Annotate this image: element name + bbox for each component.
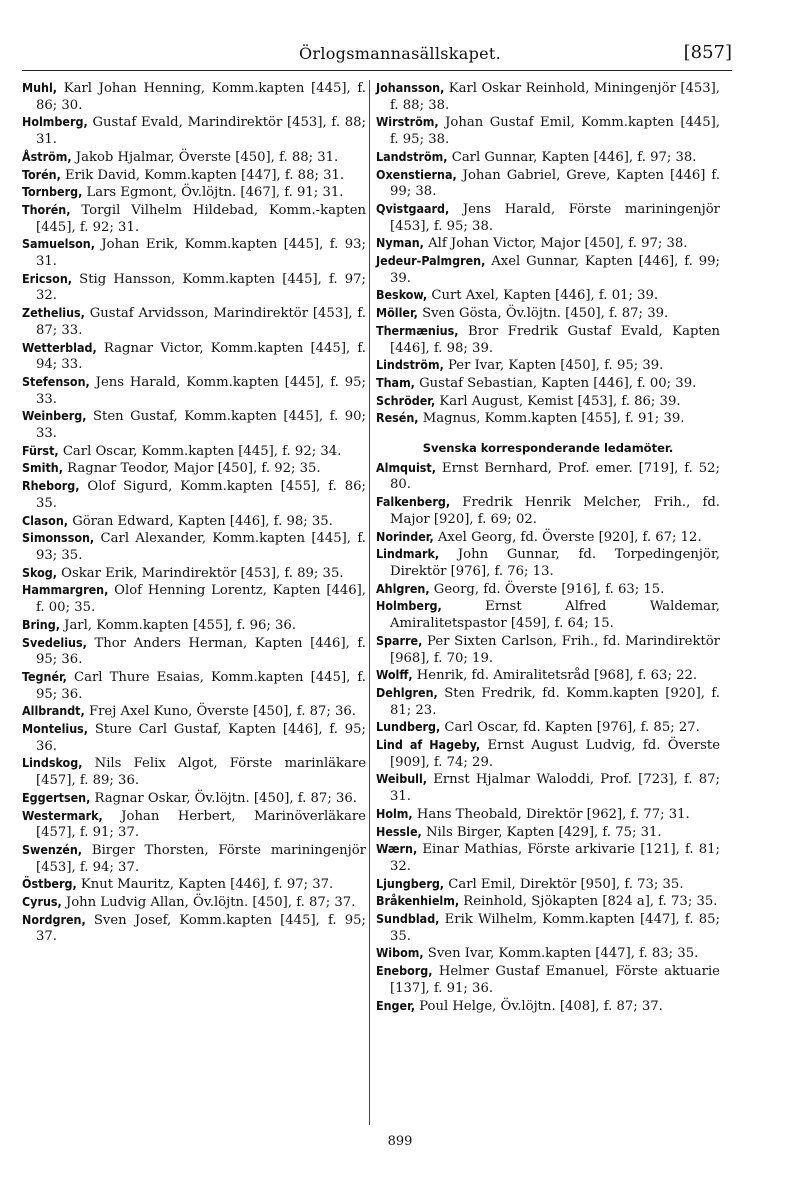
list-item xyxy=(376,998,720,1016)
entry-details: Carl Alexander, Komm.kapten [445], f. 93; 35. xyxy=(36,531,366,563)
entry-details: Hans Theobald, Direktör [962], f. 77; 31. xyxy=(412,806,690,822)
list-item xyxy=(376,149,720,167)
entry-surname: Zethelius, xyxy=(22,305,85,321)
entry-details: Nils Birger, Kapten [429], f. 75; 31. xyxy=(421,824,662,840)
list-item xyxy=(22,876,366,894)
entry-surname: Wetterblad, xyxy=(22,339,97,355)
entry-details: Torgil Vilhelm Hildebad, Komm.-kapten [445], f. 92; 31. xyxy=(36,202,366,235)
entry-surname: Lindström, xyxy=(376,357,444,373)
entry-surname: Johansson, xyxy=(376,80,445,95)
list-item xyxy=(376,876,720,894)
entry-details: Johan Gustaf Emil, Komm.kapten [445], f. 95; 38. xyxy=(390,115,720,148)
list-item xyxy=(22,184,366,202)
entry-details: Jakob Hjalmar, Överste [450], f. 88; 31. xyxy=(71,149,339,165)
list-item xyxy=(376,235,720,253)
entry-surname: Eneborg, xyxy=(376,963,433,979)
entry-surname: Thorén, xyxy=(22,201,71,217)
entry-surname: Lind af Hageby, xyxy=(376,737,481,753)
entry-details: Stig Hansson, Komm.kapten [445], f. 97; 32. xyxy=(36,271,366,304)
entry-details: Birger Thorsten, Förste mariningenjör [453], f. 94; 37. xyxy=(36,842,366,875)
list-item xyxy=(376,323,720,357)
list-item xyxy=(376,375,720,393)
list-item xyxy=(376,410,720,428)
entry-surname: Lindskog, xyxy=(22,755,83,771)
entry-details: Erik Wilhelm, Komm.kapten [447], f. 85; 35. xyxy=(390,912,720,944)
entry-details: Knut Mauritz, Kapten [446], f. 97; 37. xyxy=(76,877,334,893)
entry-details: Carl Oscar, fd. Kapten [976], f. 85; 27. xyxy=(440,720,700,736)
entry-surname: Oxenstierna, xyxy=(376,166,457,182)
list-item xyxy=(22,530,366,564)
entry-details: Curt Axel, Kapten [446], f. 01; 39. xyxy=(427,288,659,304)
list-item xyxy=(376,771,720,805)
entry-surname: Wibom, xyxy=(376,945,424,961)
entry-details: Gustaf Sebastian, Kapten [446], f. 00; 39. xyxy=(414,375,697,391)
list-item xyxy=(22,202,366,236)
entry-surname: Wirström, xyxy=(376,114,439,130)
entry-surname: Östberg, xyxy=(22,876,77,892)
entry-surname: Ljungberg, xyxy=(376,875,445,891)
entry-details: Jarl, Komm.kapten [455], f. 96; 36. xyxy=(59,617,296,633)
page-title: Örlogsmannasällskapet. xyxy=(298,44,502,63)
list-item xyxy=(376,393,720,411)
entry-details: Carl Thure Esaias, Komm.kapten [445], f. 95; 36. xyxy=(36,669,366,702)
entry-details: Olof Henning Lorentz, Kapten [446], f. 00; 35. xyxy=(36,583,366,616)
list-item xyxy=(376,357,720,375)
entry-surname: Thermænius, xyxy=(376,322,459,338)
entry-surname: Smith, xyxy=(22,460,63,476)
list-item xyxy=(376,737,720,771)
list-item xyxy=(376,667,720,685)
entry-details: Poul Helge, Öv.löjtn. [408], f. 87; 37. xyxy=(415,998,663,1014)
entry-details: Ernst Alfred Waldemar, Amiralitetspastor [459], f. 64; 15. xyxy=(390,599,720,632)
entry-details: Frej Axel Kuno, Överste [450], f. 87; 36. xyxy=(84,704,356,720)
entry-details: Sten Fredrik, fd. Komm.kapten [920], f. 81; 23. xyxy=(390,685,720,718)
entry-surname: Fürst, xyxy=(22,442,59,458)
entry-surname: Holmberg, xyxy=(376,598,442,614)
list-item xyxy=(22,80,366,114)
entry-details: Olof Sigurd, Komm.kapten [455], f. 86; 35. xyxy=(36,479,366,511)
entry-surname: Torén, xyxy=(22,166,61,182)
list-item xyxy=(22,271,366,305)
entry-surname: Sparre, xyxy=(376,632,423,648)
entry-surname: Möller, xyxy=(376,305,418,321)
entry-details: Karl Oskar Reinhold, Miningenjör [453], f. 88; 38. xyxy=(390,81,720,113)
entry-surname: Muhl, xyxy=(22,80,58,95)
page-marker: [857] xyxy=(683,42,732,63)
entry-surname: Sundblad, xyxy=(376,911,440,927)
entry-surname: Lundberg, xyxy=(376,719,441,735)
entry-surname: Resén, xyxy=(376,410,419,426)
entry-details: Johan Gabriel, Greve, Kapten [446] f. 99; 38. xyxy=(390,167,720,200)
entry-details: Jens Harald, Förste mariningenjör [453], f. 95; 38. xyxy=(390,201,720,234)
entry-details: Henrik, fd. Amiralitetsråd [968], f. 63; 22. xyxy=(412,668,698,684)
entry-surname: Samuelson, xyxy=(22,236,95,252)
list-item xyxy=(22,236,366,270)
entry-surname: Nyman, xyxy=(376,235,424,251)
entry-surname: Falkenberg, xyxy=(376,494,451,510)
entry-surname: Allbrandt, xyxy=(22,703,85,719)
entry-details: Per Sixten Carlson, Frih., fd. Marindirektör [968], f. 70; 19. xyxy=(390,633,720,666)
entry-details: Sven Gösta, Öv.löjtn. [450], f. 87; 39. xyxy=(417,306,669,322)
member-list-main xyxy=(376,80,720,428)
list-item xyxy=(376,806,720,824)
left-column xyxy=(22,80,366,946)
right-column xyxy=(376,80,720,1015)
entry-surname: Enger, xyxy=(376,997,416,1013)
column-divider xyxy=(369,80,370,1125)
entry-details: Ragnar Victor, Komm.kapten [445], f. 94; 33. xyxy=(36,340,366,373)
entry-surname: Ericson, xyxy=(22,270,73,286)
entry-details: Jens Harald, Komm.kapten [445], f. 95; 33. xyxy=(36,374,366,407)
list-item xyxy=(22,513,366,531)
list-item xyxy=(376,529,720,547)
entry-surname: Weibull, xyxy=(376,771,428,787)
list-item xyxy=(22,114,366,148)
entry-surname: Bråkenhielm, xyxy=(376,893,460,909)
list-item xyxy=(376,201,720,235)
list-item xyxy=(376,253,720,287)
entry-surname: Wolff, xyxy=(376,667,413,683)
entry-surname: Westermark, xyxy=(22,807,103,823)
list-item xyxy=(22,408,366,442)
entry-surname: Tegnér, xyxy=(22,668,67,684)
list-item xyxy=(22,374,366,408)
entry-details: Göran Edward, Kapten [446], f. 98; 35. xyxy=(68,513,333,529)
member-list-corresponding xyxy=(376,460,720,1016)
page-header xyxy=(0,42,800,68)
list-item xyxy=(376,546,720,580)
list-item xyxy=(22,565,366,583)
entry-surname: Rheborg, xyxy=(22,478,80,494)
list-item xyxy=(22,149,366,167)
entry-surname: Holm, xyxy=(376,805,413,821)
list-item xyxy=(22,721,366,755)
list-item xyxy=(376,719,720,737)
entry-surname: Clason, xyxy=(22,512,68,528)
entry-surname: Beskow, xyxy=(376,287,428,303)
list-item xyxy=(376,963,720,997)
entry-surname: Weinberg, xyxy=(22,408,87,424)
entry-surname: Dehlgren, xyxy=(376,684,438,700)
entry-details: John Ludvig Allan, Öv.löjtn. [450], f. 87; 37. xyxy=(61,895,356,911)
list-item xyxy=(376,460,720,494)
entry-surname: Lindmark, xyxy=(376,546,440,562)
list-item xyxy=(22,478,366,512)
entry-details: Carl Gunnar, Kapten [446], f. 97; 38. xyxy=(447,149,697,165)
entry-surname: Landström, xyxy=(376,148,448,164)
entry-surname: Bring, xyxy=(22,616,60,632)
entry-details: Karl Johan Henning, Komm.kapten [445], f. 86; 30. xyxy=(36,81,366,113)
list-item xyxy=(376,305,720,323)
entry-details: Magnus, Komm.kapten [455], f. 91; 39. xyxy=(418,411,685,427)
list-item xyxy=(376,80,720,114)
entry-surname: Tornberg, xyxy=(22,184,83,200)
entry-details: Einar Mathias, Förste arkivarie [121], f. 81; 32. xyxy=(390,842,720,874)
entry-details: Lars Egmont, Öv.löjtn. [467], f. 91; 31. xyxy=(82,185,344,201)
list-item xyxy=(22,669,366,703)
entry-surname: Stefenson, xyxy=(22,373,90,389)
entry-surname: Svedelius, xyxy=(22,634,87,650)
list-item xyxy=(376,167,720,201)
entry-surname: Eggertsen, xyxy=(22,789,91,805)
entry-details: Sten Gustaf, Komm.kapten [445], f. 90; 33. xyxy=(36,409,366,442)
entry-details: Ragnar Teodor, Major [450], f. 92; 35. xyxy=(62,461,321,477)
list-item xyxy=(376,841,720,875)
entry-details: Karl August, Kemist [453], f. 86; 39. xyxy=(435,393,681,409)
list-item xyxy=(22,790,366,808)
entry-details: Oskar Erik, Marindirektör [453], f. 89; 35. xyxy=(56,565,344,581)
list-item xyxy=(376,633,720,667)
entry-surname: Hammargren, xyxy=(22,582,109,598)
entry-surname: Schröder, xyxy=(376,392,436,408)
entry-surname: Qvistgaard, xyxy=(376,200,450,216)
entry-surname: Nordgren, xyxy=(22,911,86,927)
entry-surname: Norinder, xyxy=(376,528,434,544)
entry-details: Sture Carl Gustaf, Kapten [446], f. 95; 36. xyxy=(36,722,366,754)
entry-surname: Hessle, xyxy=(376,823,422,839)
entry-surname: Tham, xyxy=(376,374,415,390)
entry-details: Ragnar Oskar, Öv.löjtn. [450], f. 87; 36. xyxy=(90,790,357,806)
entry-surname: Swenzén, xyxy=(22,841,83,857)
entry-details: Gustaf Evald, Marindirektör [453], f. 88; 31. xyxy=(36,115,366,148)
list-item xyxy=(376,494,720,528)
entry-surname: Holmberg, xyxy=(22,114,88,130)
list-item xyxy=(22,703,366,721)
entry-details: Ernst August Ludvig, fd. Överste [909], f. 74; 29. xyxy=(390,738,720,770)
entry-details: Reinhold, Sjökapten [824 a], f. 73; 35. xyxy=(459,894,718,910)
list-item xyxy=(22,894,366,912)
list-item xyxy=(376,287,720,305)
list-item xyxy=(22,617,366,635)
list-item xyxy=(376,893,720,911)
entry-surname: Ahlgren, xyxy=(376,580,430,596)
list-item xyxy=(376,685,720,719)
entry-details: Alf Johan Victor, Major [450], f. 97; 38. xyxy=(423,236,688,252)
entry-details: Gustaf Arvidsson, Marindirektör [453], f. 87; 33. xyxy=(36,306,366,338)
list-item xyxy=(376,945,720,963)
entry-details: Axel Georg, fd. Överste [920], f. 67; 12. xyxy=(433,529,702,545)
list-item xyxy=(376,911,720,945)
list-item xyxy=(376,114,720,148)
entry-details: Ernst Hjalmar Waloddi, Prof. [723], f. 87; 31. xyxy=(390,772,720,805)
list-item xyxy=(22,167,366,185)
entry-details: Johan Erik, Komm.kapten [445], f. 93; 31. xyxy=(36,237,366,270)
list-item xyxy=(376,581,720,599)
entry-surname: Almquist, xyxy=(376,459,436,475)
entry-details: Helmer Gustaf Emanuel, Förste aktuarie [137], f. 91; 36. xyxy=(390,964,720,996)
list-item xyxy=(22,305,366,339)
list-item xyxy=(376,824,720,842)
entry-surname: Simonsson, xyxy=(22,530,95,546)
list-item xyxy=(22,755,366,789)
entry-surname: Wærn, xyxy=(376,841,418,857)
entry-details: Per Ivar, Kapten [450], f. 95; 39. xyxy=(443,358,664,374)
entry-details: Ernst Bernhard, Prof. emer. [719], f. 52; 80. xyxy=(390,460,720,493)
entry-details: Georg, fd. Överste [916], f. 63; 15. xyxy=(429,581,665,597)
section-heading: Svenska korresponderande ledamöter. xyxy=(422,441,674,456)
entry-details: Nils Felix Algot, Förste marinläkare [457], f. 89; 36. xyxy=(36,756,366,789)
list-item xyxy=(22,582,366,616)
page-number: 899 xyxy=(387,1134,413,1149)
list-item xyxy=(22,808,366,842)
list-item xyxy=(22,635,366,669)
entry-surname: Jedeur-Palmgren, xyxy=(376,253,486,269)
list-item xyxy=(22,912,366,946)
entry-details: Carl Oscar, Komm.kapten [445], f. 92; 34. xyxy=(58,443,342,459)
list-item xyxy=(22,460,366,478)
entry-details: Bror Fredrik Gustaf Evald, Kapten [446], f. 98; 39. xyxy=(390,323,720,356)
entry-surname: Åström, xyxy=(22,148,72,164)
entry-details: John Gunnar, fd. Torpedingenjör, Direktör [976], f. 76; 13. xyxy=(390,547,720,579)
header-rule xyxy=(22,70,732,71)
list-item xyxy=(22,443,366,461)
entry-details: Sven Josef, Komm.kapten [445], f. 95; 37. xyxy=(36,912,366,945)
list-item xyxy=(22,340,366,374)
entry-details: Axel Gunnar, Kapten [446], f. 99; 39. xyxy=(390,254,720,286)
entry-details: Sven Ivar, Komm.kapten [447], f. 83; 35. xyxy=(423,946,699,962)
entry-details: Johan Herbert, Marinöverläkare [457], f. 91; 37. xyxy=(36,808,366,841)
list-item xyxy=(22,842,366,876)
entry-surname: Montelius, xyxy=(22,721,89,737)
entry-details: Erik David, Komm.kapten [447], f. 88; 31. xyxy=(60,167,345,183)
entry-details: Fredrik Henrik Melcher, Frih., fd. Major [920], f. 69; 02. xyxy=(390,495,720,527)
entry-details: Thor Anders Herman, Kapten [446], f. 95; 36. xyxy=(36,635,366,668)
entry-surname: Cyrus, xyxy=(22,894,62,910)
entry-surname: Skog, xyxy=(22,564,57,580)
list-item xyxy=(376,598,720,632)
entry-details: Carl Emil, Direktör [950], f. 73; 35. xyxy=(444,876,684,892)
